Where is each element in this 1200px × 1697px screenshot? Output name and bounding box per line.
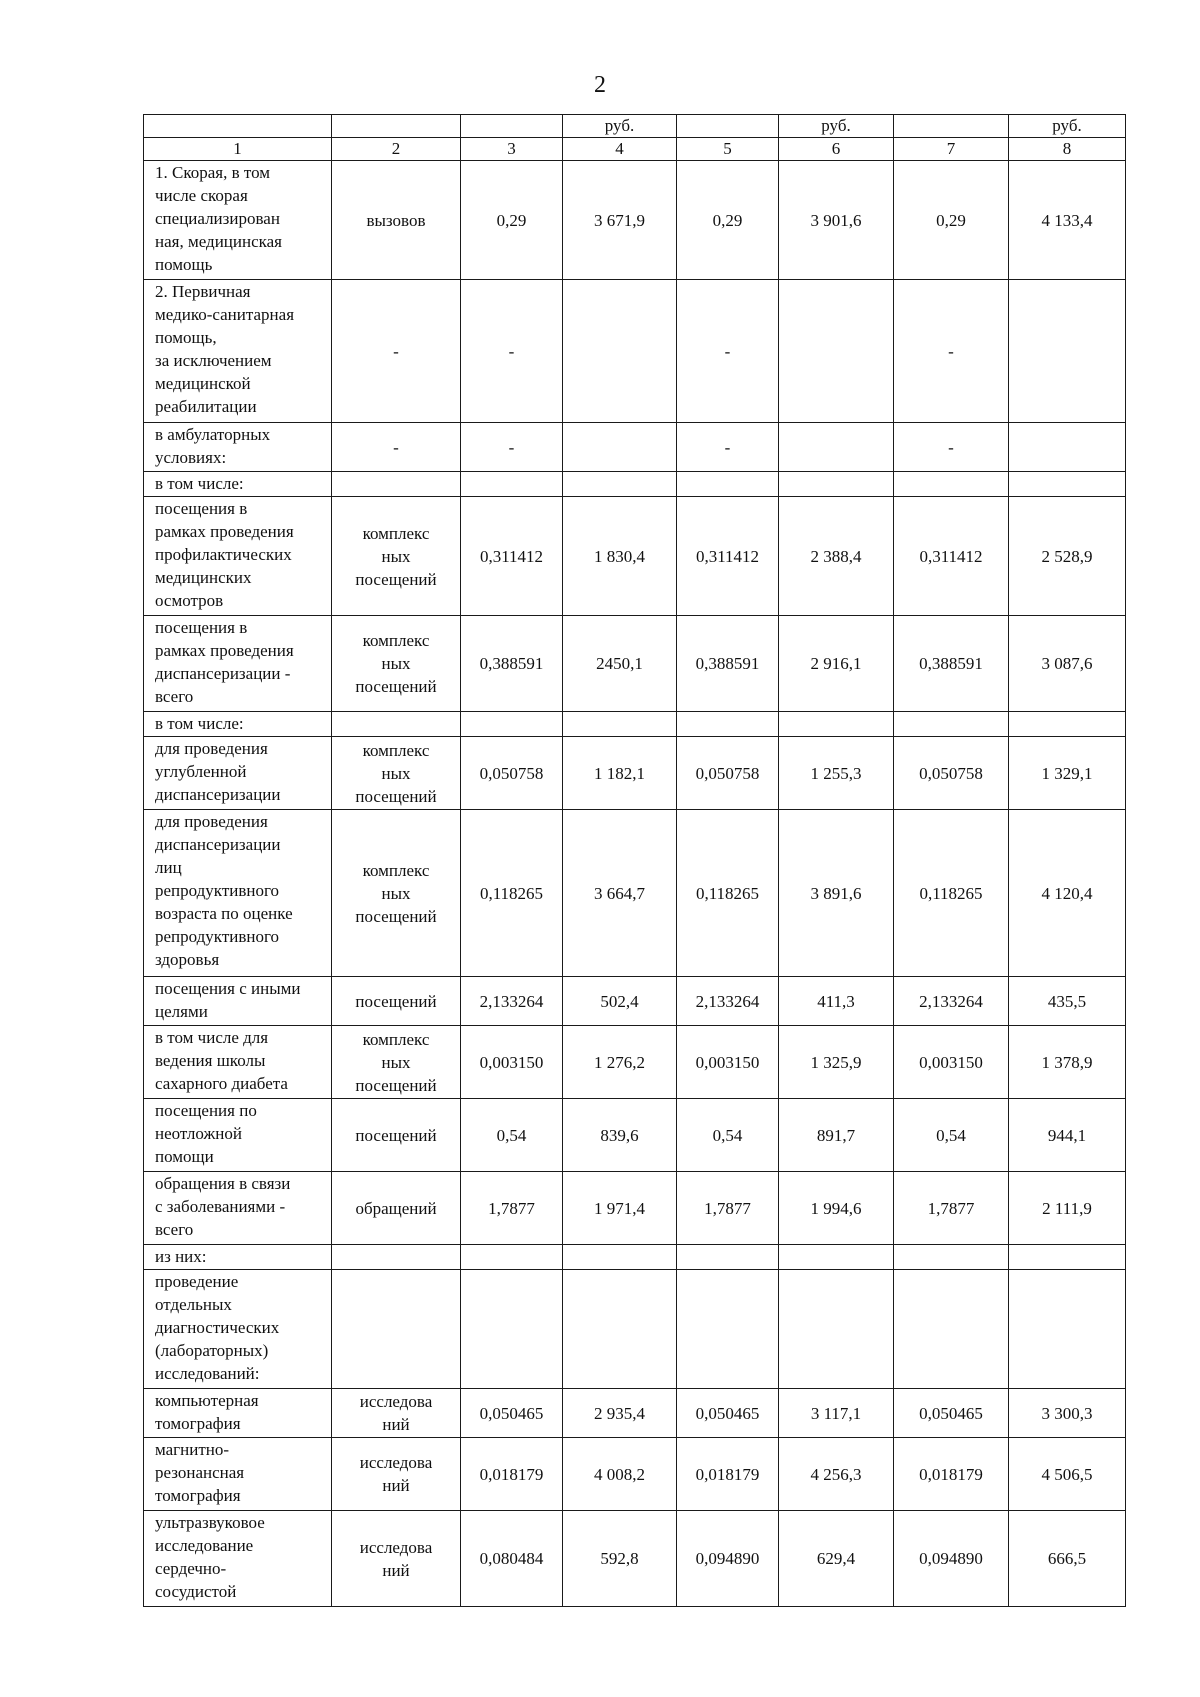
table-row [144,737,1126,810]
norm-col3-cell: 0,080484 [461,1511,563,1607]
unit-cell: посещений [332,1099,461,1172]
table-row [144,1438,1126,1511]
norm-col5-cell: 0,050758 [677,737,779,810]
norm-col7-cell: 0,003150 [894,1026,1009,1099]
table-row [144,1099,1126,1172]
unit-cell: исследова ний [332,1438,461,1511]
cost-col6-cell: 2 388,4 [779,497,894,616]
cost-col4-cell: 3 671,9 [563,161,677,280]
indicator-name-cell: проведение отдельных диагностических (лабораторных) исследований: [144,1270,332,1389]
norm-col7-cell: 1,7877 [894,1172,1009,1245]
unit-header-cell [461,115,563,138]
cost-col6-cell: 4 256,3 [779,1438,894,1511]
unit-cell: комплекс ных посещений [332,616,461,712]
table-row [144,1245,1126,1270]
table-row [144,1026,1126,1099]
column-number-cell: 4 [563,138,677,161]
norm-col7-cell: 0,050465 [894,1389,1009,1438]
norm-col3-cell: 2,133264 [461,977,563,1026]
norm-col5-cell: 0,094890 [677,1511,779,1607]
unit-cell: обращений [332,1172,461,1245]
cost-col4-cell [563,472,677,497]
norm-col5-cell: 1,7877 [677,1172,779,1245]
indicator-name-cell: посещения в рамках проведения профилактических медицинских осмотров [144,497,332,616]
cost-col6-cell: 3 901,6 [779,161,894,280]
norm-col3-cell: - [461,280,563,423]
unit-cell: исследова ний [332,1389,461,1438]
unit-cell: посещений [332,977,461,1026]
unit-header-cell: руб. [1009,115,1126,138]
cost-col6-cell [779,1270,894,1389]
norm-col5-cell: - [677,423,779,472]
table-row [144,1511,1126,1607]
cost-col4-cell [563,280,677,423]
norm-col7-cell: 0,311412 [894,497,1009,616]
indicator-name-cell: компьютерная томография [144,1389,332,1438]
cost-col4-cell: 2 935,4 [563,1389,677,1438]
norm-col7-cell [894,472,1009,497]
cost-col8-cell: 4 120,4 [1009,810,1126,977]
norm-col7-cell: - [894,280,1009,423]
norm-col3-cell [461,1245,563,1270]
unit-cell: комплекс ных посещений [332,1026,461,1099]
norm-col5-cell: 0,018179 [677,1438,779,1511]
norm-col3-cell: 1,7877 [461,1172,563,1245]
column-number-row [144,138,1126,161]
norm-col3-cell: - [461,423,563,472]
cost-col8-cell [1009,280,1126,423]
cost-col6-cell [779,280,894,423]
table-row [144,1172,1126,1245]
norm-col5-cell: 0,050465 [677,1389,779,1438]
cost-col8-cell: 944,1 [1009,1099,1126,1172]
unit-cell: комплекс ных посещений [332,497,461,616]
column-number-cell: 8 [1009,138,1126,161]
norm-col3-cell: 0,018179 [461,1438,563,1511]
table-row [144,977,1126,1026]
cost-col8-cell [1009,1270,1126,1389]
cost-col4-cell: 4 008,2 [563,1438,677,1511]
norm-col5-cell [677,472,779,497]
norm-col3-cell: 0,29 [461,161,563,280]
cost-col6-cell: 1 994,6 [779,1172,894,1245]
cost-col4-cell [563,1270,677,1389]
norm-col7-cell: 0,018179 [894,1438,1009,1511]
indicator-name-cell: в амбулаторных условиях: [144,423,332,472]
indicator-name-cell: в том числе для ведения школы сахарного диабета [144,1026,332,1099]
norm-col3-cell: 0,050465 [461,1389,563,1438]
unit-cell: - [332,280,461,423]
column-number-cell: 3 [461,138,563,161]
indicator-name-cell: для проведения диспансеризации лиц репродуктивного возраста по оценке репродуктивного здоровья [144,810,332,977]
cost-col8-cell [1009,472,1126,497]
table-row [144,712,1126,737]
cost-col8-cell: 666,5 [1009,1511,1126,1607]
cost-col6-cell: 1 255,3 [779,737,894,810]
cost-col4-cell: 1 276,2 [563,1026,677,1099]
table-row [144,423,1126,472]
norm-col7-cell [894,712,1009,737]
indicator-name-cell: посещения в рамках проведения диспансеризации - всего [144,616,332,712]
norm-col7-cell: 0,118265 [894,810,1009,977]
cost-col4-cell: 1 971,4 [563,1172,677,1245]
indicator-name-cell: магнитно- резонансная томография [144,1438,332,1511]
norm-col7-cell: 0,54 [894,1099,1009,1172]
indicator-name-cell: в том числе: [144,712,332,737]
norm-col3-cell [461,472,563,497]
cost-col8-cell: 4 506,5 [1009,1438,1126,1511]
unit-cell [332,1245,461,1270]
unit-cell: комплекс ных посещений [332,810,461,977]
norm-col5-cell: 0,311412 [677,497,779,616]
norm-col3-cell: 0,050758 [461,737,563,810]
table-row [144,280,1126,423]
cost-col8-cell: 1 378,9 [1009,1026,1126,1099]
cost-col4-cell: 839,6 [563,1099,677,1172]
cost-col4-cell [563,423,677,472]
unit-header-cell: руб. [779,115,894,138]
norm-col7-cell [894,1270,1009,1389]
cost-col4-cell: 1 182,1 [563,737,677,810]
column-number-cell: 5 [677,138,779,161]
cost-col4-cell [563,1245,677,1270]
column-number-cell: 7 [894,138,1009,161]
cost-col6-cell: 1 325,9 [779,1026,894,1099]
cost-col8-cell: 1 329,1 [1009,737,1126,810]
unit-cell: комплекс ных посещений [332,737,461,810]
unit-cell: - [332,423,461,472]
cost-col8-cell: 2 111,9 [1009,1172,1126,1245]
unit-header-cell [144,115,332,138]
unit-cell [332,712,461,737]
norm-col7-cell: 0,388591 [894,616,1009,712]
cost-col6-cell: 3 891,6 [779,810,894,977]
norm-col3-cell [461,1270,563,1389]
norm-col5-cell: 0,003150 [677,1026,779,1099]
indicator-name-cell: посещения по неотложной помощи [144,1099,332,1172]
cost-col8-cell [1009,423,1126,472]
norm-col7-cell: - [894,423,1009,472]
cost-col6-cell [779,472,894,497]
cost-col8-cell: 4 133,4 [1009,161,1126,280]
cost-col4-cell: 592,8 [563,1511,677,1607]
cost-col6-cell [779,423,894,472]
norm-col5-cell [677,1245,779,1270]
norm-col7-cell: 2,133264 [894,977,1009,1026]
cost-col6-cell [779,1245,894,1270]
cost-col6-cell: 629,4 [779,1511,894,1607]
norm-col5-cell: 0,29 [677,161,779,280]
cost-col4-cell: 1 830,4 [563,497,677,616]
norm-col5-cell [677,712,779,737]
volumes-costs-table [143,114,1126,1607]
indicator-name-cell: 1. Скорая, в том числе скорая специализирован ная, медицинская помощь [144,161,332,280]
norm-col5-cell: 0,118265 [677,810,779,977]
unit-header-cell [677,115,779,138]
table-row [144,472,1126,497]
cost-col6-cell: 2 916,1 [779,616,894,712]
unit-header-cell [332,115,461,138]
cost-col6-cell: 3 117,1 [779,1389,894,1438]
cost-col4-cell: 2450,1 [563,616,677,712]
table-row [144,1270,1126,1389]
norm-col5-cell: 2,133264 [677,977,779,1026]
cost-col6-cell: 411,3 [779,977,894,1026]
norm-col3-cell: 0,003150 [461,1026,563,1099]
norm-col7-cell [894,1245,1009,1270]
cost-col6-cell: 891,7 [779,1099,894,1172]
norm-col5-cell: - [677,280,779,423]
unit-header-cell: руб. [563,115,677,138]
norm-col7-cell: 0,050758 [894,737,1009,810]
unit-cell: исследова ний [332,1511,461,1607]
indicator-name-cell: 2. Первичная медико-санитарная помощь, за исключением медицинской реабилитации [144,280,332,423]
cost-col4-cell [563,712,677,737]
norm-col3-cell: 0,311412 [461,497,563,616]
unit-cell [332,1270,461,1389]
column-number-cell: 2 [332,138,461,161]
unit-header-cell [894,115,1009,138]
cost-col8-cell: 2 528,9 [1009,497,1126,616]
norm-col3-cell [461,712,563,737]
table-row [144,616,1126,712]
norm-col5-cell: 0,54 [677,1099,779,1172]
norm-col3-cell: 0,54 [461,1099,563,1172]
table-row [144,1389,1126,1438]
cost-col8-cell: 3 300,3 [1009,1389,1126,1438]
cost-col8-cell [1009,712,1126,737]
column-number-cell: 1 [144,138,332,161]
unit-header-row [144,115,1126,138]
cost-col6-cell [779,712,894,737]
norm-col5-cell [677,1270,779,1389]
cost-col4-cell: 502,4 [563,977,677,1026]
indicator-name-cell: ультразвуковое исследование сердечно- сосудистой [144,1511,332,1607]
norm-col7-cell: 0,094890 [894,1511,1009,1607]
indicator-name-cell: для проведения углубленной диспансеризации [144,737,332,810]
norm-col3-cell: 0,118265 [461,810,563,977]
cost-col4-cell: 3 664,7 [563,810,677,977]
indicator-name-cell: в том числе: [144,472,332,497]
table-row [144,161,1126,280]
table-row [144,497,1126,616]
indicator-name-cell: из них: [144,1245,332,1270]
table-row [144,810,1126,977]
unit-cell: вызовов [332,161,461,280]
indicator-name-cell: посещения с иными целями [144,977,332,1026]
norm-col5-cell: 0,388591 [677,616,779,712]
cost-col8-cell [1009,1245,1126,1270]
column-number-cell: 6 [779,138,894,161]
norm-col7-cell: 0,29 [894,161,1009,280]
page-number: 2 [594,72,606,98]
indicator-name-cell: обращения в связи с заболеваниями - всего [144,1172,332,1245]
norm-col3-cell: 0,388591 [461,616,563,712]
cost-col8-cell: 3 087,6 [1009,616,1126,712]
unit-cell [332,472,461,497]
cost-col8-cell: 435,5 [1009,977,1126,1026]
